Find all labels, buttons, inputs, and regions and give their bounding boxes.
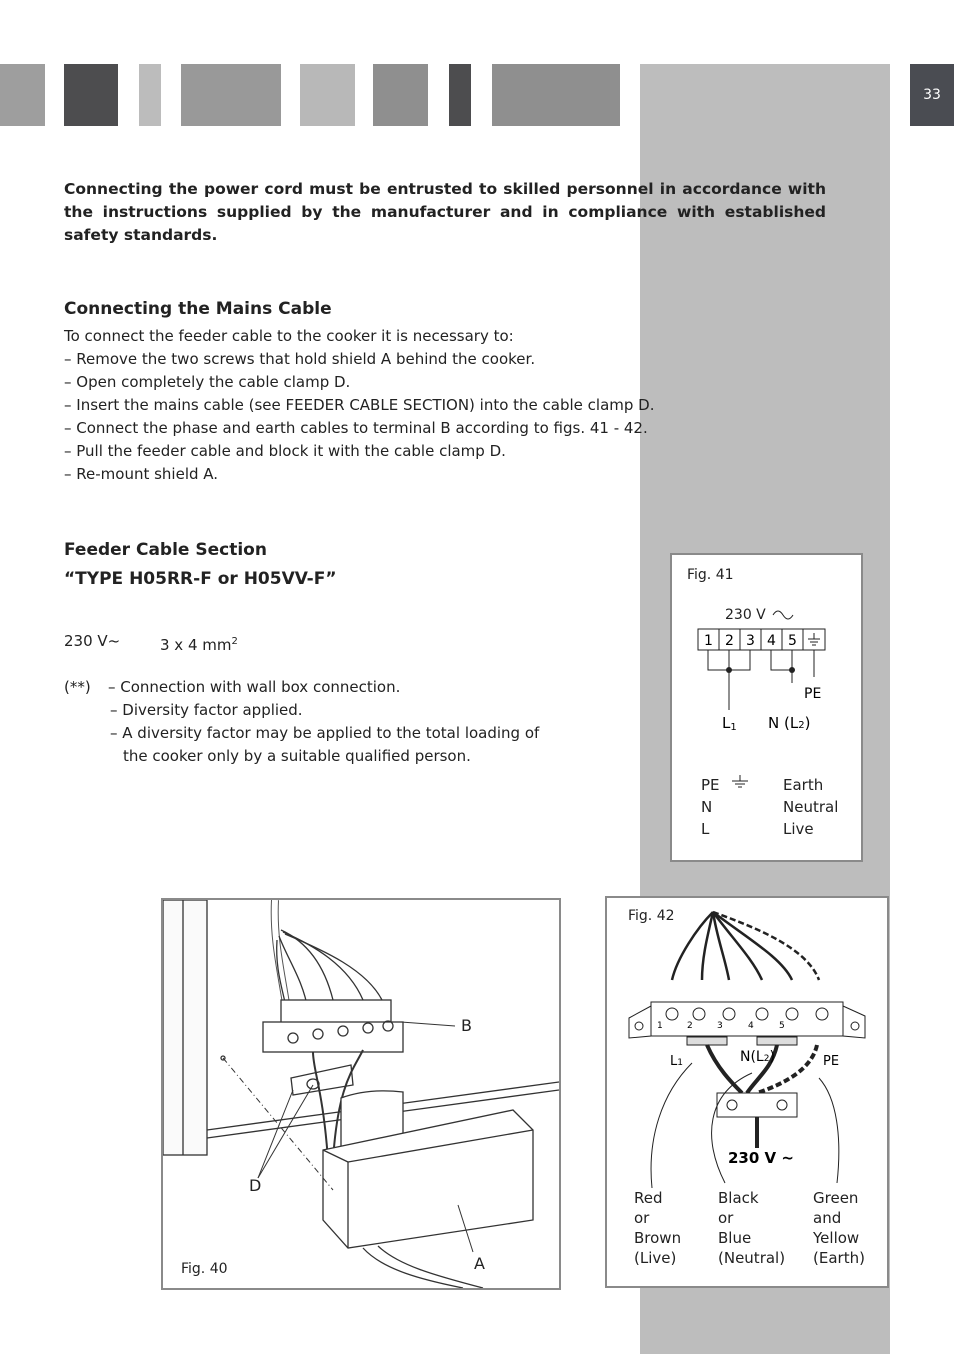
legend-code: PE: [701, 776, 720, 794]
mains-title: Connecting the Mains Cable: [64, 299, 332, 319]
junction-dot: [789, 667, 795, 673]
wire-red-label: [634, 1188, 681, 1268]
terminal-block: [651, 1002, 843, 1036]
note-line: – A diversity factor may be applied to the total loading of: [110, 724, 540, 742]
feeder-title: Feeder Cable Section: [64, 540, 267, 560]
mains-step: – Re-mount shield A.: [64, 465, 219, 483]
mains-step: – Pull the feeder cable and block it with the cable clamp D.: [64, 442, 506, 460]
terminal-number: 3: [717, 1021, 723, 1031]
wire-line: Black: [718, 1189, 759, 1207]
terminal-number: 1: [704, 633, 713, 649]
terminal-number: 3: [746, 633, 755, 649]
bridge-l1: [687, 1037, 727, 1045]
mains-lead: To connect the feeder cable to the cooker it is necessary to:: [64, 327, 514, 345]
wire-green-label: [813, 1188, 865, 1268]
band-block: [492, 64, 620, 126]
mains-step: – Connect the phase and earth cables to terminal B according to figs. 41 - 42.: [64, 419, 648, 437]
legend-code: L: [701, 820, 710, 838]
band-block: [300, 64, 355, 126]
wire-line: Red: [634, 1189, 663, 1207]
fig41-n: N (L2): [768, 714, 811, 732]
band-block: [373, 64, 428, 126]
wire-line: (Earth): [813, 1249, 865, 1267]
band-block: [181, 64, 281, 126]
wire-line: (Neutral): [718, 1249, 786, 1267]
fig42-box: [605, 896, 889, 1288]
wire-black-label: [718, 1188, 785, 1268]
feeder-size: [160, 630, 238, 657]
legend-code: N: [701, 798, 713, 816]
fig41-legend-names: [783, 774, 838, 840]
note-mark: (**): [64, 678, 91, 696]
feeder-type: “TYPE H05RR-F or H05VV-F”: [64, 569, 337, 589]
page-number: 33: [910, 64, 954, 126]
wire-line: (Live): [634, 1249, 677, 1267]
fig41-label: Fig. 41: [687, 567, 734, 583]
terminal-number: 2: [725, 633, 734, 649]
fig41-pe: PE: [804, 686, 822, 702]
mains-step: – Open completely the cable clamp D.: [64, 373, 351, 391]
fig41-voltage: 230 V: [725, 607, 766, 623]
cooker-side-panel: [163, 900, 207, 1155]
fig42-pe: PE: [823, 1054, 840, 1069]
legend-name: Neutral: [783, 798, 839, 816]
wire-line: Yellow: [813, 1229, 860, 1247]
mains-section: [64, 299, 664, 486]
callout-d: D: [249, 1176, 262, 1195]
mains-step: – Insert the mains cable (see FEEDER CABLE SECTION) into the cable clamp D.: [64, 396, 655, 414]
mains-body: [64, 325, 664, 486]
terminal-number: 5: [779, 1021, 785, 1031]
fig40-box: [161, 898, 561, 1290]
terminal-number: 4: [748, 1021, 754, 1031]
note-line: the cooker only by a suitable qualified person.: [123, 747, 471, 765]
terminal-number: 4: [767, 633, 776, 649]
feeder-size-value: 3 x 4 mm: [160, 636, 232, 654]
fig41-box: [670, 553, 863, 862]
wire-line: Blue: [718, 1229, 752, 1247]
band-block: [0, 64, 45, 126]
wire-line: Brown: [634, 1229, 682, 1247]
callout-b: B: [461, 1016, 472, 1035]
note-line: – Connection with wall box connection.: [108, 678, 401, 696]
fig42-l1: L1: [670, 1054, 683, 1069]
legend-name: Live: [783, 820, 814, 838]
feeder-voltage: 230 V~: [64, 632, 121, 650]
band-block: [64, 64, 118, 126]
junction-dot: [726, 667, 732, 673]
band-block: [139, 64, 161, 126]
fig41-legend-codes: [701, 774, 720, 840]
fig42-voltage: 230 V ~: [728, 1149, 794, 1167]
fig42-n: N(L2): [740, 1049, 775, 1065]
fig40-label: Fig. 40: [181, 1261, 228, 1277]
wire-line: or: [634, 1209, 650, 1227]
earth-symbol-icon: [730, 773, 752, 791]
band-block: [449, 64, 471, 126]
terminal-number: 5: [788, 633, 797, 649]
wire-line: and: [813, 1209, 842, 1227]
note-line: – Diversity factor applied.: [110, 701, 303, 719]
fig42-label: Fig. 42: [628, 908, 675, 924]
terminal-number: 1: [657, 1021, 663, 1031]
wire-line: or: [718, 1209, 734, 1227]
terminal-number: 2: [687, 1021, 693, 1031]
callout-a: A: [474, 1254, 485, 1273]
intro-warning: Connecting the power cord must be entrusted to skilled personnel in accordance with the instructions supplied by the manufacturer and in compliance with established safety standards.: [64, 180, 826, 244]
ac-tilde-icon: [773, 611, 793, 619]
feeder-section: [64, 540, 624, 589]
legend-name: Earth: [783, 776, 824, 794]
bridge-n: [757, 1037, 797, 1045]
fig41-l1: L1: [722, 714, 737, 733]
fig41-wiring: [708, 650, 814, 710]
wire-line: Green: [813, 1189, 859, 1207]
mains-step: – Remove the two screws that hold shield A behind the cooker.: [64, 350, 536, 368]
feeder-size-sup: 2: [231, 636, 238, 647]
fig40-illustration: [163, 900, 559, 1288]
